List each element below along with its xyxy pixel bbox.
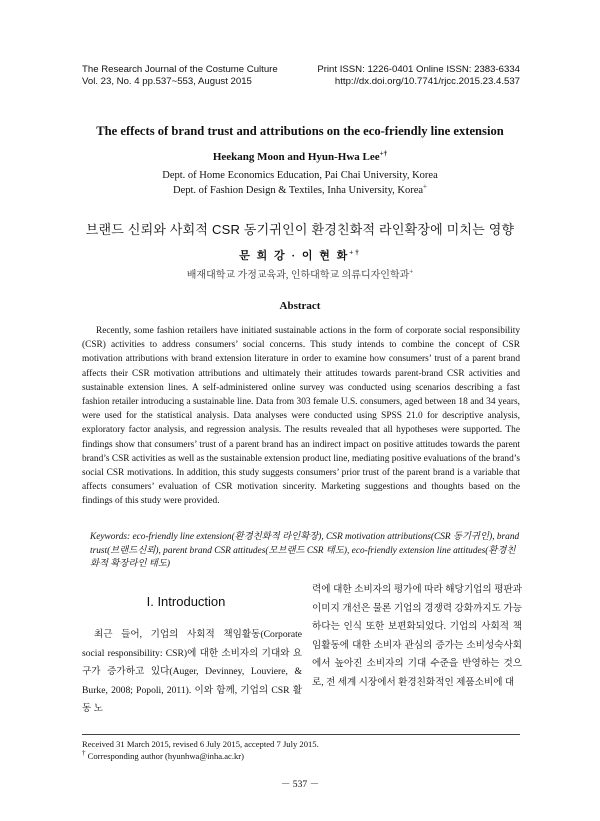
corresponding-text: Corresponding author (hyunhwa@inha.ac.kr) bbox=[85, 751, 245, 761]
affiliation-2-mark: + bbox=[423, 182, 427, 191]
korean-affiliation bbox=[0, 266, 600, 281]
keywords bbox=[90, 531, 520, 572]
korean-affiliation-text: 배재대학교 가정교육과, 인하대학교 의류디자인학과 bbox=[186, 270, 410, 281]
intro-paragraph-1: 최근 들어, 기업의 사회적 책임활동(Corporate social responsibility: CSR)에 대한 소비자의 기대와 요구가 증가하고 있다(Auger, Devinney, Louviere, & Burke, 2008; Popoli, 2011). 이와 함께, 기업의 CSR 활동 노 bbox=[82, 629, 302, 714]
volume-info: Vol. 23, No. 4 pp.537~553, August 2015 bbox=[82, 76, 252, 87]
korean-affiliation-mark: + bbox=[409, 267, 414, 276]
journal-name: The Research Journal of the Costume Culture bbox=[82, 64, 278, 75]
doi-link[interactable]: http://dx.doi.org/10.7741/rjcc.2015.23.4.537 bbox=[334, 76, 520, 87]
author-names-text: Heekang Moon and Hyun-Hwa Lee bbox=[212, 151, 380, 163]
affiliation-2 bbox=[0, 182, 600, 196]
paper-title: The effects of brand trust and attributions on the eco-friendly line extension bbox=[96, 124, 504, 138]
keywords-label: Keywords: bbox=[90, 532, 131, 542]
section-heading-introduction: I. Introduction bbox=[146, 594, 226, 609]
author-mark: +† bbox=[379, 149, 388, 158]
korean-authors bbox=[0, 247, 600, 263]
corresponding-author bbox=[82, 751, 522, 762]
footnote-divider bbox=[82, 734, 520, 735]
affiliation-1: Dept. of Home Economics Education, Pai Chai University, Korea bbox=[162, 170, 438, 181]
intro-paragraph-2: 력에 대한 소비자의 평가에 따라 해당기업의 평판과 이미지 개선은 물론 기업의 경쟁력 강화까지도 가능하다는 인식 또한 보편화되었다. 기업의 사회적 책임활동에 대한 소비자 관심의 증가는 소비성숙사회에서 높아진 소비자의 기대 수준을 반영하는 것으로, 전 세계 시장에서 환경친화적인 제품소비에 대 bbox=[312, 584, 522, 688]
keywords-text: eco-friendly line extension(환경친화적 라인확장), CSR motivation attributions(CSR 동기귀인), brand trust(브랜드신뢰), parent brand CSR attitudes(모브랜드 CSR 태도), eco-friendly extension line attitudes(환경친화적 확장라인 태도) bbox=[90, 532, 520, 570]
intro-column-2 bbox=[312, 581, 522, 692]
author-names bbox=[0, 151, 600, 163]
affiliation-2-text: Dept. of Fashion Design & Textiles, Inha University, Korea bbox=[172, 185, 424, 196]
page-number: － 537 － bbox=[280, 779, 320, 790]
received-dates: Received 31 March 2015, revised 6 July 2015, accepted 7 July 2015. bbox=[82, 739, 319, 749]
abstract-text: Recently, some fashion retailers have initiated sustainable actions in the form of corporate social responsibility (CSR) activities to address consumers’ social concerns. This study intends to combine the concept of CSR motivation attributions with brand extension literature in order to examine how consumers’ trust of a parent brand affects their CSR motivation attributions and ultimately their attitudes towards parent-brand CSR activities and sustainable extension lines. A self-administered online survey was conducted using scenarios describing a fast fashion retailer introducing a sustainable line. Data from 303 female U.S. consumers, aged between 18 and 34 years, were used for the statistical analysis. Data analyses were conducted using SPSS 21.0 for descriptive analysis, exploratory factor analysis, and regression analysis. The results revealed that all hypotheses were supported. The findings show that consumers’ trust of a parent brand has an indirect impact on positive attitudes towards the parent brand’s CSR activities as well as the sustainable extension product line, mediating positive evaluations of the brand’s social CSR motivations. In addition, this study suggests consumers’ prior trust of the parent brand is a variable that affects consumers’ evaluation of CSR motivation sincerity. Marketing suggestions and thoughts based on the findings of this study were provided. bbox=[82, 326, 520, 507]
abstract-heading: Abstract bbox=[279, 300, 321, 312]
korean-authors-mark: +† bbox=[349, 248, 361, 257]
issn-info: Print ISSN: 1226-0401 Online ISSN: 2383-6334 bbox=[317, 64, 520, 75]
corresponding-mark: † bbox=[82, 749, 86, 758]
korean-title: 브랜드 신뢰와 사회적 CSR 동기귀인이 환경친화적 라인확장에 미치는 영향 bbox=[85, 222, 515, 237]
intro-column-1 bbox=[82, 626, 302, 719]
abstract-body bbox=[82, 324, 520, 509]
korean-authors-text: 문 희 강 · 이 현 화 bbox=[239, 250, 350, 262]
